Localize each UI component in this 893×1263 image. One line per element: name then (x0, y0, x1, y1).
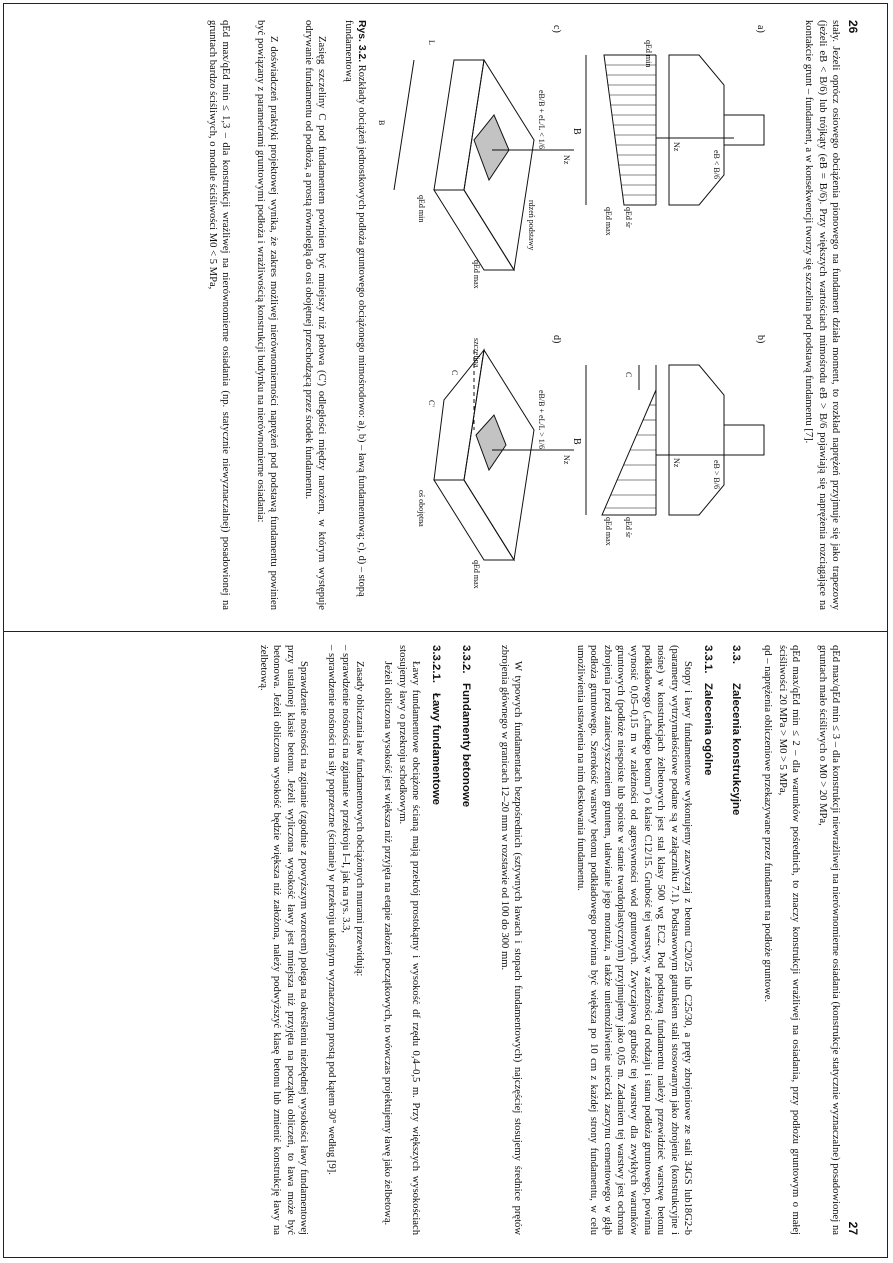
dim-b-c: B (377, 120, 386, 126)
bullet-bending: – sprawdzenie nośności na zginanie w przekroju I–I, jak na rys. 3.3, (340, 645, 351, 934)
qmax-d: qEd max (472, 560, 481, 589)
bullet-shear: – sprawdzenie nośności na siły poprzeczne (ścinanie) w przekroju ukośnym wyznaczonym prostą pod kątem 30° według [9]. (326, 645, 337, 1175)
paragraph-strip-3: Zasady obliczania ław fundamentowych obciążonych murami przewidują: (354, 661, 365, 977)
dim-b-a: B (571, 128, 582, 135)
page-26 (80, 20, 860, 610)
dim-c-d: C (450, 370, 459, 376)
dim-l-c: L (427, 40, 436, 45)
caption-text: Rozkłady obciążeń jednostkowych podłoża gruntowego obciążonego mimośrodowo: a), b) – ławą fundamentową; c), d) – stopą fundamentową (343, 20, 367, 597)
page-number: 26 (846, 20, 860, 34)
n-label-b: Nz (672, 458, 681, 468)
paragraph-general-1: Stopy i ławy fundamentowe wykonujemy zazwyczaj z betonu C20/25 lub C25/30, a pręty zbrojeniowe ze stali 34GS lub18G2-b (parametry wytrzymałościowe podane są w załączniku 7.1). Podstawowym gatunkiem stali stosowanym jako zbrojenie (konstrukcyjne i nośne) w konstrukcjach żelbetowych jest stal klasy 500 wg EC2. Pod podstawą fundamentu należy przewidzieć warstwę betonu podkładowego („chudego betonu") o klasie C12/15. Grubość tej warstwy, w zależności od rodzaju i stanu podłoża gruntowego, powinna wynosić 0,05–0,15 m w zależności od agresywności wód gruntowych. Zwyczajową grubość tej warstwy dla zwykłych warunków gruntowych (podłoże niespoiste lub spoiste w stanie twardoplastycznym) przyjmujemy jako 0,05 m. Zadaniem tej warstwy jest ochrona zbrojenia przed zanieczyszczeniem gruntem, ułatwianie jego montażu, a także uniemożliwienie ucieczki zaczynu cementowego w głąb podłoża gruntowego. Szerokość warstwy betonu podkładowego powinna być większa po 10 cm z każdej strony fundamentu, w celu umożliwienia ustawienia na nim deskowania fundamentu. (574, 645, 693, 1235)
n-label-a: Nz (672, 142, 681, 152)
qsr-b: qEd śr (624, 517, 633, 538)
criterion-3: qEd max/qEd min ≤ 3 – dla konstrukcji niewrażliwej na nierównomierne osiadania (konstrukcje statycznie wyznaczalne) posadowionej na gruntach mało ściśliwych o M0 > 20 MPa, (816, 645, 841, 1235)
n-label-c: Nz (562, 155, 571, 165)
fig-label-c: c) (551, 25, 562, 33)
criterion-1-3: qEd max/qEd min ≤ 1,3 – dla konstrukcji wrażliwej na nierównomierne osiadania (np. statycznie niewyznaczalnej) posadowionej na gruntach bardzo ściśliwych, o module ściśliwości M0 < 5 MPa, (206, 20, 231, 610)
fig-label-a: a) (755, 25, 766, 33)
qd-definition: qd – naprężenia obliczeniowe przekazywane przez fundament na podłoże gruntowe. (762, 645, 773, 1003)
page-number: 27 (846, 1221, 860, 1235)
caption-label: Rys. 3.2. (356, 20, 367, 63)
ecc-cond-a: eB < B/6 (712, 150, 721, 179)
gap-label: szczelina (472, 338, 481, 368)
fig-label-d: d) (551, 335, 562, 344)
heading-3-3-1: 3.3.1.Zalecenia ogólne (702, 645, 714, 776)
paragraph-strip-4: Sprawdzenie nośności na zginanie (zgodnie z powyższym wzorcem) polega na określeniu niezbędnej wysokości ławy fundamentowej przy ustalonej klasie betonu. Jeżeli wyliczona wysokość ławy jest mniejsza niż przyjęta na początku obliczeń, to ława może być betonowa. Jeżeli obliczona wysokość będzie większa niż założona, należy podwyższyć klasę betonu lub zmienić konstrukcję ławy na żelbetową. (257, 645, 309, 1235)
qmax-c: qEd max (472, 260, 481, 289)
ecc-cond-b: eB > B/6 (712, 460, 721, 489)
figure-3-2 (374, 20, 774, 610)
qmax-b: qEd max (604, 517, 613, 546)
n-label-d: Nz (562, 455, 571, 465)
qmin-a: qEd min (644, 40, 653, 68)
neutral-axis-label: oś obojętna (417, 490, 426, 527)
heading-3-3-2-1: 3.3.2.1.Ławy fundamentowe (430, 645, 442, 806)
dim-b-b: B (571, 438, 582, 445)
intro-paragraph: stały. Jeżeli oprócz osiowego obciążenia pionowego na fundament działa moment, to rozkład naprężeń przyjmuje się jako trapezowy (jeżeli eB < B/6) lub trójkąty (eB = B/6). Przy większych wartościach mimośrodu eB > B/6 pojawiają się naprężenia rozciągające na kontakcie grunt – fundament, a w konsekwencji tworzy się szczelina pod podstawą fundamentu [7]. (803, 20, 841, 610)
cond-c: eB/B + eL/L < 1/6 (537, 90, 546, 149)
criterion-2: qEd max/qEd min ≤ 2 – dla warunków pośrednich, to znaczy konstrukcji wrażliwej na osiadania, przy podłożu gruntowym o małej ściśliwości 20 MPa > M0 > 5 MPa, (776, 645, 801, 1235)
heading-3-3-2: 3.3.2.Fundamenty betonowe (460, 645, 472, 808)
figure-caption (342, 20, 368, 610)
dim-cprime-d: C' (427, 400, 436, 407)
heading-3-3: 3.3.Zalecenia konstrukcyjne (730, 645, 742, 816)
cond-d: eB/B + eL/L > 1/6 (537, 390, 546, 449)
page-27 (80, 645, 860, 1235)
qsr-a: qEd śr (624, 207, 633, 228)
paragraph-strip-2: Jeżeli obliczona wysokość jest większa niż przyjęta na etapie założeń początkowych, to wówczas projektujemy ławę jako żelbetową. (382, 661, 393, 1226)
page-divider (3, 631, 888, 632)
fig-label-b: b) (755, 335, 766, 344)
qmax-a: qEd max (604, 207, 613, 236)
paragraph-gap-extent: Zasięg szczeliny C pod fundamentem powinien być mniejszy niż połowa (C') odległości między narożem, w którym występuje odrywanie fundamentu od podłoża, a prostą równoległą do osi obojętnej przechodzącą przez środek fundamentu. (302, 20, 327, 610)
dim-c-b: C (624, 372, 633, 378)
qmin-c: qEd min (417, 195, 426, 223)
paragraph-general-2: W typowych fundamentach bezpośrednich (sztywnych ławach i stopach fundamentowych) najczęściej stosujemy średnice prętów zbrojenia głównego w granicach 12–20 mm w rozstawie od 100 do 300 mm. (498, 645, 523, 1235)
paragraph-strip-1: Ławy fundamentowe obciążone ścianą mają przekrój prostokątny i wysokość df rzędu 0,4–0,5 m. Przy większych wysokościach stosujemy ławy o przekroju schodkowym. (396, 645, 421, 1235)
core-label: rdzeń podstawy (527, 200, 536, 251)
paragraph-practice: Z doświadczeń praktyki projektowej wynika, że zakres możliwej nierównomierności naprężeń pod podstawą fundamentu powinien być powiązany z parametrami gruntowymi podłoża i wrażliwością konstrukcji budynku na nierównomierne osiadania: (254, 20, 279, 610)
